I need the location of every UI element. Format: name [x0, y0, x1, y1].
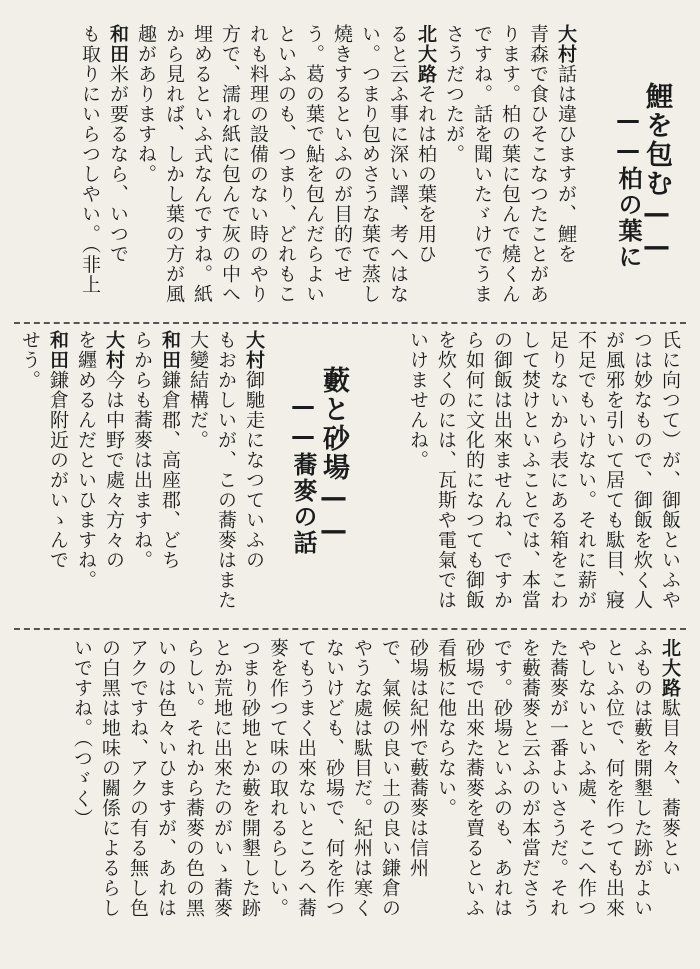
text-column: [404, 638, 432, 962]
utterance-text: いですね。（つゞく）: [71, 638, 93, 829]
text-column: [160, 24, 188, 316]
utterance-text: もおかしいが、この蕎麥はまた: [215, 330, 237, 610]
text-column: [544, 330, 572, 622]
column-text: 足りないから表にある箱をこわ: [547, 330, 569, 610]
text-column: [440, 24, 468, 316]
section3-body: [68, 638, 684, 962]
speaker-name: 北大路: [659, 638, 681, 698]
text-column: [432, 330, 460, 622]
horizontal-divider: [14, 628, 686, 630]
utterance-text: ります。柏の葉に包んで燒くん: [499, 24, 521, 304]
utterance-text: 埋めるといふ式なんですね。紙: [191, 24, 213, 304]
utterance-text: 駄目々々、蕎麥とい: [659, 698, 681, 878]
utterance-text: てもうまく出來ないところへ蕎: [295, 638, 317, 918]
section1-title: 鯉を包む——: [641, 82, 672, 264]
utterance-text: た蕎麥が一番よいさうだ。それ: [547, 638, 569, 918]
text-column: [244, 24, 272, 316]
utterance-text: といふ位で、何を作つても出來: [603, 638, 625, 918]
utterance-text: 砂場で出來た蕎麥を賣るといふ: [463, 638, 485, 918]
utterance-text: 青森で食ひそこなつたことがあ: [527, 24, 549, 304]
text-column: [552, 24, 580, 316]
text-column: [516, 330, 544, 622]
utterance-text: で、氣候の良い土の良い鎌倉の: [379, 638, 401, 918]
utterance-text: ですね。話を聞いたゞけでうま: [471, 24, 493, 304]
text-column: [132, 24, 160, 316]
column-text: 不足でもいけない。それに薪が: [575, 330, 597, 610]
text-column: [404, 330, 432, 622]
utterance-text: せう。: [19, 330, 41, 390]
utterance-text: といふのも、つまり、どれもこ: [275, 24, 297, 304]
text-column: [152, 638, 180, 962]
column-text: つは妙なもので、御飯を炊く人: [631, 330, 653, 610]
column-text: が風邪を引いて居ても駄目、寢: [603, 330, 625, 610]
text-column: [44, 330, 72, 622]
utterance-text: 話は違ひますが、鯉を: [555, 64, 577, 264]
utterance-text: 趣がありますね。: [135, 24, 157, 184]
text-column: [212, 330, 240, 622]
column-text: の御飯は出來ませんね、ですか: [491, 330, 513, 610]
text-column: [656, 330, 684, 622]
utterance-text: 看板に他ならない。: [435, 638, 457, 818]
utterance-text: とか荒地に出來たのがいゝ蕎麥: [211, 638, 233, 918]
section2-right-body: [404, 330, 684, 622]
text-column: [320, 638, 348, 962]
speaker-name: 大村: [243, 330, 265, 370]
section1-body: [76, 24, 580, 316]
text-column: [412, 24, 440, 316]
speaker-name: 大村: [103, 330, 125, 370]
utterance-text: 御馳走になつていふの: [243, 370, 265, 570]
text-column: [600, 638, 628, 962]
utterance-text: も取りにいらつしやい。（非上: [79, 24, 101, 295]
utterance-text: ると云ふ事に深い譯、考へはな: [387, 24, 409, 304]
section2-subtitle: ——蕎麥の話: [289, 392, 317, 556]
text-column: [208, 638, 236, 962]
text-column: [240, 330, 268, 622]
utterance-text: れも料理の設備のない時のやり: [247, 24, 269, 304]
horizontal-divider: [14, 322, 686, 324]
utterance-text: やうな處は駄目だ。紀州は寒く: [351, 638, 373, 918]
text-column: [460, 638, 488, 962]
utterance-text: 今は中野で處々方々の: [103, 370, 125, 570]
utterance-text: 鎌倉附近のがいゝんで: [47, 370, 69, 570]
text-column: [488, 330, 516, 622]
text-column: [544, 638, 572, 962]
text-column: [68, 638, 96, 962]
text-column: [628, 638, 656, 962]
text-column: [572, 638, 600, 962]
utterance-text: から見れば、しかし葉の方が風: [163, 24, 185, 304]
text-column: [328, 24, 356, 316]
utterance-text: ふものは藪を開墾した跡がよい: [631, 638, 653, 918]
utterance-text: 砂場は紀州で藪蕎麥は信州: [407, 638, 429, 878]
text-column: [124, 638, 152, 962]
section1-subtitle: ——柏の葉に: [614, 106, 642, 270]
utterance-text: です。砂場といふのも、あれは: [491, 638, 513, 918]
text-column: [292, 638, 320, 962]
utterance-text: 燒きするといふのが目的でせ: [331, 24, 353, 284]
utterance-text: 大變結構だ。: [187, 330, 209, 450]
text-column: [460, 330, 488, 622]
text-column: [600, 330, 628, 622]
column-text: いけませんね。: [407, 330, 429, 470]
utterance-text: つまり砂地とか藪を開墾した跡: [239, 638, 261, 918]
speaker-name: 和田: [47, 330, 69, 370]
utterance-text: ないけども、砂場で、何を作つ: [323, 638, 345, 918]
utterance-text: アクですね、アクの有る無し色: [127, 638, 149, 918]
utterance-text: いのは色々いひますが、あれは: [155, 638, 177, 918]
text-column: [272, 24, 300, 316]
utterance-text: らからも蕎麥は出ますね。: [131, 330, 153, 570]
speaker-name: 和田: [159, 330, 181, 370]
text-column: [236, 638, 264, 962]
utterance-text: を纒めるんだといひますね。: [75, 330, 97, 590]
text-column: [376, 638, 404, 962]
utterance-text: 方で、濡れ紙に包んで灰の中へ: [219, 24, 241, 304]
text-column: [264, 638, 292, 962]
speaker-name: 大村: [555, 24, 577, 64]
utterance-text: それは柏の葉を用ひ: [415, 84, 437, 264]
text-column: [216, 24, 244, 316]
text-column: [572, 330, 600, 622]
text-column: [488, 638, 516, 962]
section2-title: 藪と砂場——: [318, 366, 349, 548]
text-column: [300, 24, 328, 316]
text-column: [468, 24, 496, 316]
utterance-text: を藪蕎麥と云ふのが本當ださう: [519, 638, 541, 918]
text-column: [496, 24, 524, 316]
section2-left-body: [16, 330, 268, 622]
column-text: ら如何に文化的になつても御飯: [463, 330, 485, 610]
text-column: [184, 330, 212, 622]
text-column: [348, 638, 376, 962]
speaker-name: 和田: [107, 24, 129, 64]
utterance-text: の白黑は地味の關係によるらし: [99, 638, 121, 918]
section-soba-continued: [14, 634, 688, 964]
text-column: [384, 24, 412, 316]
text-column: [524, 24, 552, 316]
text-column: [72, 330, 100, 622]
speaker-name: 北大路: [415, 24, 437, 84]
utterance-text: 米が要るなら、いつで: [107, 64, 129, 264]
text-column: [656, 638, 684, 962]
section-yabu-to-sunaba: [14, 326, 688, 624]
text-column: [628, 330, 656, 622]
utterance-text: 麥を作つて味の取れるらしい。: [267, 638, 289, 918]
text-column: [16, 330, 44, 622]
text-column: [104, 24, 132, 316]
utterance-text: う。葛の葉で鮎を包んだらよい: [303, 24, 325, 304]
text-column: [180, 638, 208, 962]
utterance-text: 鎌倉郡、高座郡、どち: [159, 370, 181, 570]
utterance-text: らしい。それから蕎麥の色の黑: [183, 638, 205, 918]
utterance-text: い。つまり包めさうな葉で蒸し: [359, 24, 381, 304]
text-column: [356, 24, 384, 316]
column-text: 氏に向つて）が、御飯といふや: [659, 330, 681, 610]
text-column: [128, 330, 156, 622]
column-text: して焚けといふことでは、本當: [519, 330, 541, 610]
text-column: [96, 638, 124, 962]
text-column: [76, 24, 104, 316]
text-column: [432, 638, 460, 962]
text-column: [516, 638, 544, 962]
section-koi-wo-tsutsumu: [14, 2, 688, 320]
text-column: [156, 330, 184, 622]
column-text: を炊くのには、瓦斯や電氣では: [435, 330, 457, 610]
utterance-text: さうだつたが。: [443, 24, 465, 164]
text-column: [100, 330, 128, 622]
text-column: [188, 24, 216, 316]
utterance-text: やしないといふ處、そこへ作つ: [575, 638, 597, 918]
